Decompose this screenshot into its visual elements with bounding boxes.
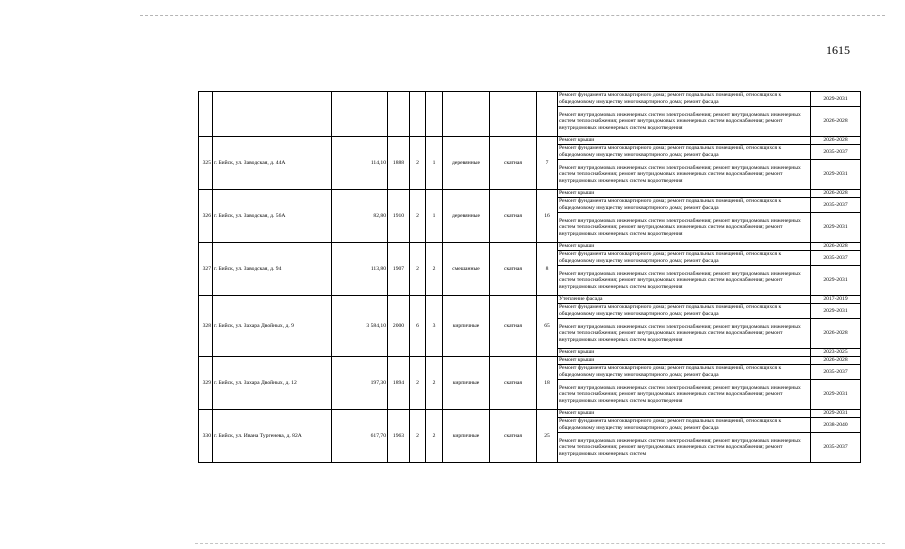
address-cell: г. Бийск, ул. Заводская, д. 44А — [213, 137, 332, 190]
work-type-cell: Ремонт крыши — [558, 410, 811, 418]
period-cell: 2017-2019 — [811, 296, 861, 304]
entrances-cell: 1 — [426, 137, 443, 190]
flats-count-cell: 18 — [537, 357, 558, 410]
row-number: 328 — [199, 296, 213, 357]
area-cell: 113,80 — [332, 243, 388, 296]
row-number: 329 — [199, 357, 213, 410]
roof-type-cell: скатная — [490, 137, 537, 190]
period-cell: 2035-2037 — [811, 145, 861, 160]
work-type-cell: Ремонт внутридомовых инженерных систем электроснабжения; ремонт внутридомовых инженерных систем теплоснабжения; ремонт внутридомовых инженерных систем водоснабжения; ремонт внутридомовых инженерных систем водоотведения — [558, 319, 811, 349]
empty-cell — [388, 92, 410, 137]
empty-cell — [199, 92, 213, 137]
wall-material-cell: кирпичные — [443, 357, 490, 410]
work-type-cell: Ремонт внутридомовых инженерных систем электроснабжения; ремонт внутридомовых инженерных систем теплоснабжения; ремонт внутридомовых инженерных систем водоснабжения; ремонт внутридомовых инженерных систем водоотведения — [558, 213, 811, 243]
year-cell: 1910 — [388, 190, 410, 243]
period-cell: 2026-2028 — [811, 190, 861, 198]
work-type-cell: Ремонт крыши — [558, 349, 811, 357]
work-type-cell: Ремонт внутридомовых инженерных систем электроснабжения; ремонт внутридомовых инженерных систем теплоснабжения; ремонт внутридомовых инженерных систем водоснабжения; ремонт внутридомовых инженерных систем водоотведения — [558, 160, 811, 190]
work-type-cell: Ремонт фундамента многоквартирного дома; ремонт подвальных помещений, относящихся к общедомовому имуществу многоквартирного дома; ремонт фасада — [558, 145, 811, 160]
row-number: 326 — [199, 190, 213, 243]
wall-material-cell: кирпичные — [443, 410, 490, 463]
address-cell: г. Бийск, ул. Захара Двойных, д. 12 — [213, 357, 332, 410]
entrances-cell: 2 — [426, 357, 443, 410]
period-cell: 2026-2028 — [811, 243, 861, 251]
work-type-cell: Ремонт фундамента многоквартирного дома; ремонт подвальных помещений, относящихся к общедомовому имуществу многоквартирного дома; ремонт фасада — [558, 365, 811, 380]
work-type-cell: Ремонт фундамента многоквартирного дома; ремонт подвальных помещений, относящихся к общедомовому имуществу многоквартирного дома; ремонт фасада — [558, 198, 811, 213]
address-cell: г. Бийск, ул. Ивана Тургенева, д. 82А — [213, 410, 332, 463]
entrances-cell: 1 — [426, 190, 443, 243]
roof-type-cell: скатная — [490, 296, 537, 357]
floors-cell: 2 — [410, 243, 426, 296]
table-row — [199, 92, 861, 107]
empty-cell — [443, 92, 490, 137]
floors-cell: 6 — [410, 296, 426, 357]
period-cell: 2038-2040 — [811, 418, 861, 433]
period-cell: 2029-2031 — [811, 92, 861, 107]
period-cell: 2026-2028 — [811, 137, 861, 145]
roof-type-cell: скатная — [490, 357, 537, 410]
entrances-cell: 2 — [426, 243, 443, 296]
scan-edge-top — [140, 15, 885, 16]
area-cell: 197,30 — [332, 357, 388, 410]
work-type-cell: Ремонт внутридомовых инженерных систем электроснабжения; ремонт внутридомовых инженерных систем теплоснабжения; ремонт внутридомовых инженерных систем водоснабжения; ремонт внутридомовых инженерных систем — [558, 433, 811, 463]
area-cell: 3 584,10 — [332, 296, 388, 357]
work-type-cell: Ремонт внутридомовых инженерных систем электроснабжения; ремонт внутридомовых инженерных систем теплоснабжения; ремонт внутридомовых инженерных систем водоснабжения; ремонт внутридомовых инженерных систем водоотведения — [558, 107, 811, 137]
roof-type-cell: скатная — [490, 243, 537, 296]
period-cell: 2029-2031 — [811, 213, 861, 243]
period-cell: 2029-2031 — [811, 304, 861, 319]
period-cell: 2035-2037 — [811, 433, 861, 463]
wall-material-cell: деревянные — [443, 190, 490, 243]
year-cell: 1888 — [388, 137, 410, 190]
wall-material-cell: кирпичные — [443, 296, 490, 357]
period-cell: 2026-2028 — [811, 357, 861, 365]
table-row — [199, 243, 861, 251]
row-number: 327 — [199, 243, 213, 296]
period-cell: 2035-2037 — [811, 251, 861, 266]
repair-schedule-table — [198, 91, 861, 463]
floors-cell: 2 — [410, 410, 426, 463]
table-body — [199, 92, 861, 463]
flats-count-cell: 16 — [537, 190, 558, 243]
work-type-cell: Ремонт внутридомовых инженерных систем электроснабжения; ремонт внутридомовых инженерных систем теплоснабжения; ремонт внутридомовых инженерных систем водоснабжения; ремонт внутридомовых инженерных систем водоотведения — [558, 266, 811, 296]
page-number: 1615 — [826, 43, 850, 57]
table-row — [199, 357, 861, 365]
work-type-cell: Ремонт фундамента многоквартирного дома; ремонт подвальных помещений, относящихся к общедомовому имуществу многоквартирного дома; ремонт фасада — [558, 418, 811, 433]
table-row — [199, 190, 861, 198]
area-cell: 617,70 — [332, 410, 388, 463]
year-cell: 1907 — [388, 243, 410, 296]
period-cell: 2029-2031 — [811, 160, 861, 190]
period-cell: 2029-2031 — [811, 410, 861, 418]
area-cell: 82,80 — [332, 190, 388, 243]
empty-cell — [426, 92, 443, 137]
year-cell: 2000 — [388, 296, 410, 357]
row-number: 325 — [199, 137, 213, 190]
flats-count-cell: 65 — [537, 296, 558, 357]
period-cell: 2026-2028 — [811, 107, 861, 137]
year-cell: 1894 — [388, 357, 410, 410]
work-type-cell: Ремонт фундамента многоквартирного дома; ремонт подвальных помещений, относящихся к общедомовому имуществу многоквартирного дома; ремонт фасада — [558, 304, 811, 319]
work-type-cell: Утепление фасада — [558, 296, 811, 304]
period-cell: 2029-2031 — [811, 380, 861, 410]
address-cell: г. Бийск, ул. Заводская, д. 94 — [213, 243, 332, 296]
work-type-cell: Ремонт крыши — [558, 243, 811, 251]
work-type-cell: Ремонт внутридомовых инженерных систем электроснабжения; ремонт внутридомовых инженерных систем теплоснабжения; ремонт внутридомовых инженерных систем водоснабжения; ремонт внутридомовых инженерных систем водоотведения — [558, 380, 811, 410]
work-type-cell: Ремонт крыши — [558, 190, 811, 198]
table-row — [199, 410, 861, 418]
period-cell: 2029-2031 — [811, 266, 861, 296]
period-cell: 2023-2025 — [811, 349, 861, 357]
work-type-cell: Ремонт крыши — [558, 357, 811, 365]
empty-cell — [490, 92, 537, 137]
table-row — [199, 296, 861, 304]
roof-type-cell: скатная — [490, 410, 537, 463]
address-cell: г. Бийск, ул. Захара Двойных, д. 9 — [213, 296, 332, 357]
empty-cell — [537, 92, 558, 137]
floors-cell: 2 — [410, 190, 426, 243]
flats-count-cell: 7 — [537, 137, 558, 190]
empty-cell — [332, 92, 388, 137]
roof-type-cell: скатная — [490, 190, 537, 243]
wall-material-cell: деревянные — [443, 137, 490, 190]
work-type-cell: Ремонт фундамента многоквартирного дома; ремонт подвальных помещений, относящихся к общедомовому имуществу многоквартирного дома; ремонт фасада — [558, 92, 811, 107]
scan-edge-bottom — [195, 543, 885, 544]
area-cell: 114,10 — [332, 137, 388, 190]
flats-count-cell: 8 — [537, 243, 558, 296]
empty-cell — [213, 92, 332, 137]
entrances-cell: 2 — [426, 410, 443, 463]
work-type-cell: Ремонт крыши — [558, 137, 811, 145]
year-cell: 1963 — [388, 410, 410, 463]
period-cell: 2035-2037 — [811, 198, 861, 213]
period-cell: 2026-2028 — [811, 319, 861, 349]
flats-count-cell: 25 — [537, 410, 558, 463]
floors-cell: 2 — [410, 357, 426, 410]
period-cell: 2035-2037 — [811, 365, 861, 380]
empty-cell — [410, 92, 426, 137]
floors-cell: 2 — [410, 137, 426, 190]
wall-material-cell: смешанные — [443, 243, 490, 296]
address-cell: г. Бийск, ул. Заводская, д. 56А — [213, 190, 332, 243]
work-type-cell: Ремонт фундамента многоквартирного дома; ремонт подвальных помещений, относящихся к общедомовому имуществу многоквартирного дома; ремонт фасада — [558, 251, 811, 266]
entrances-cell: 3 — [426, 296, 443, 357]
table-row — [199, 137, 861, 145]
row-number: 330 — [199, 410, 213, 463]
